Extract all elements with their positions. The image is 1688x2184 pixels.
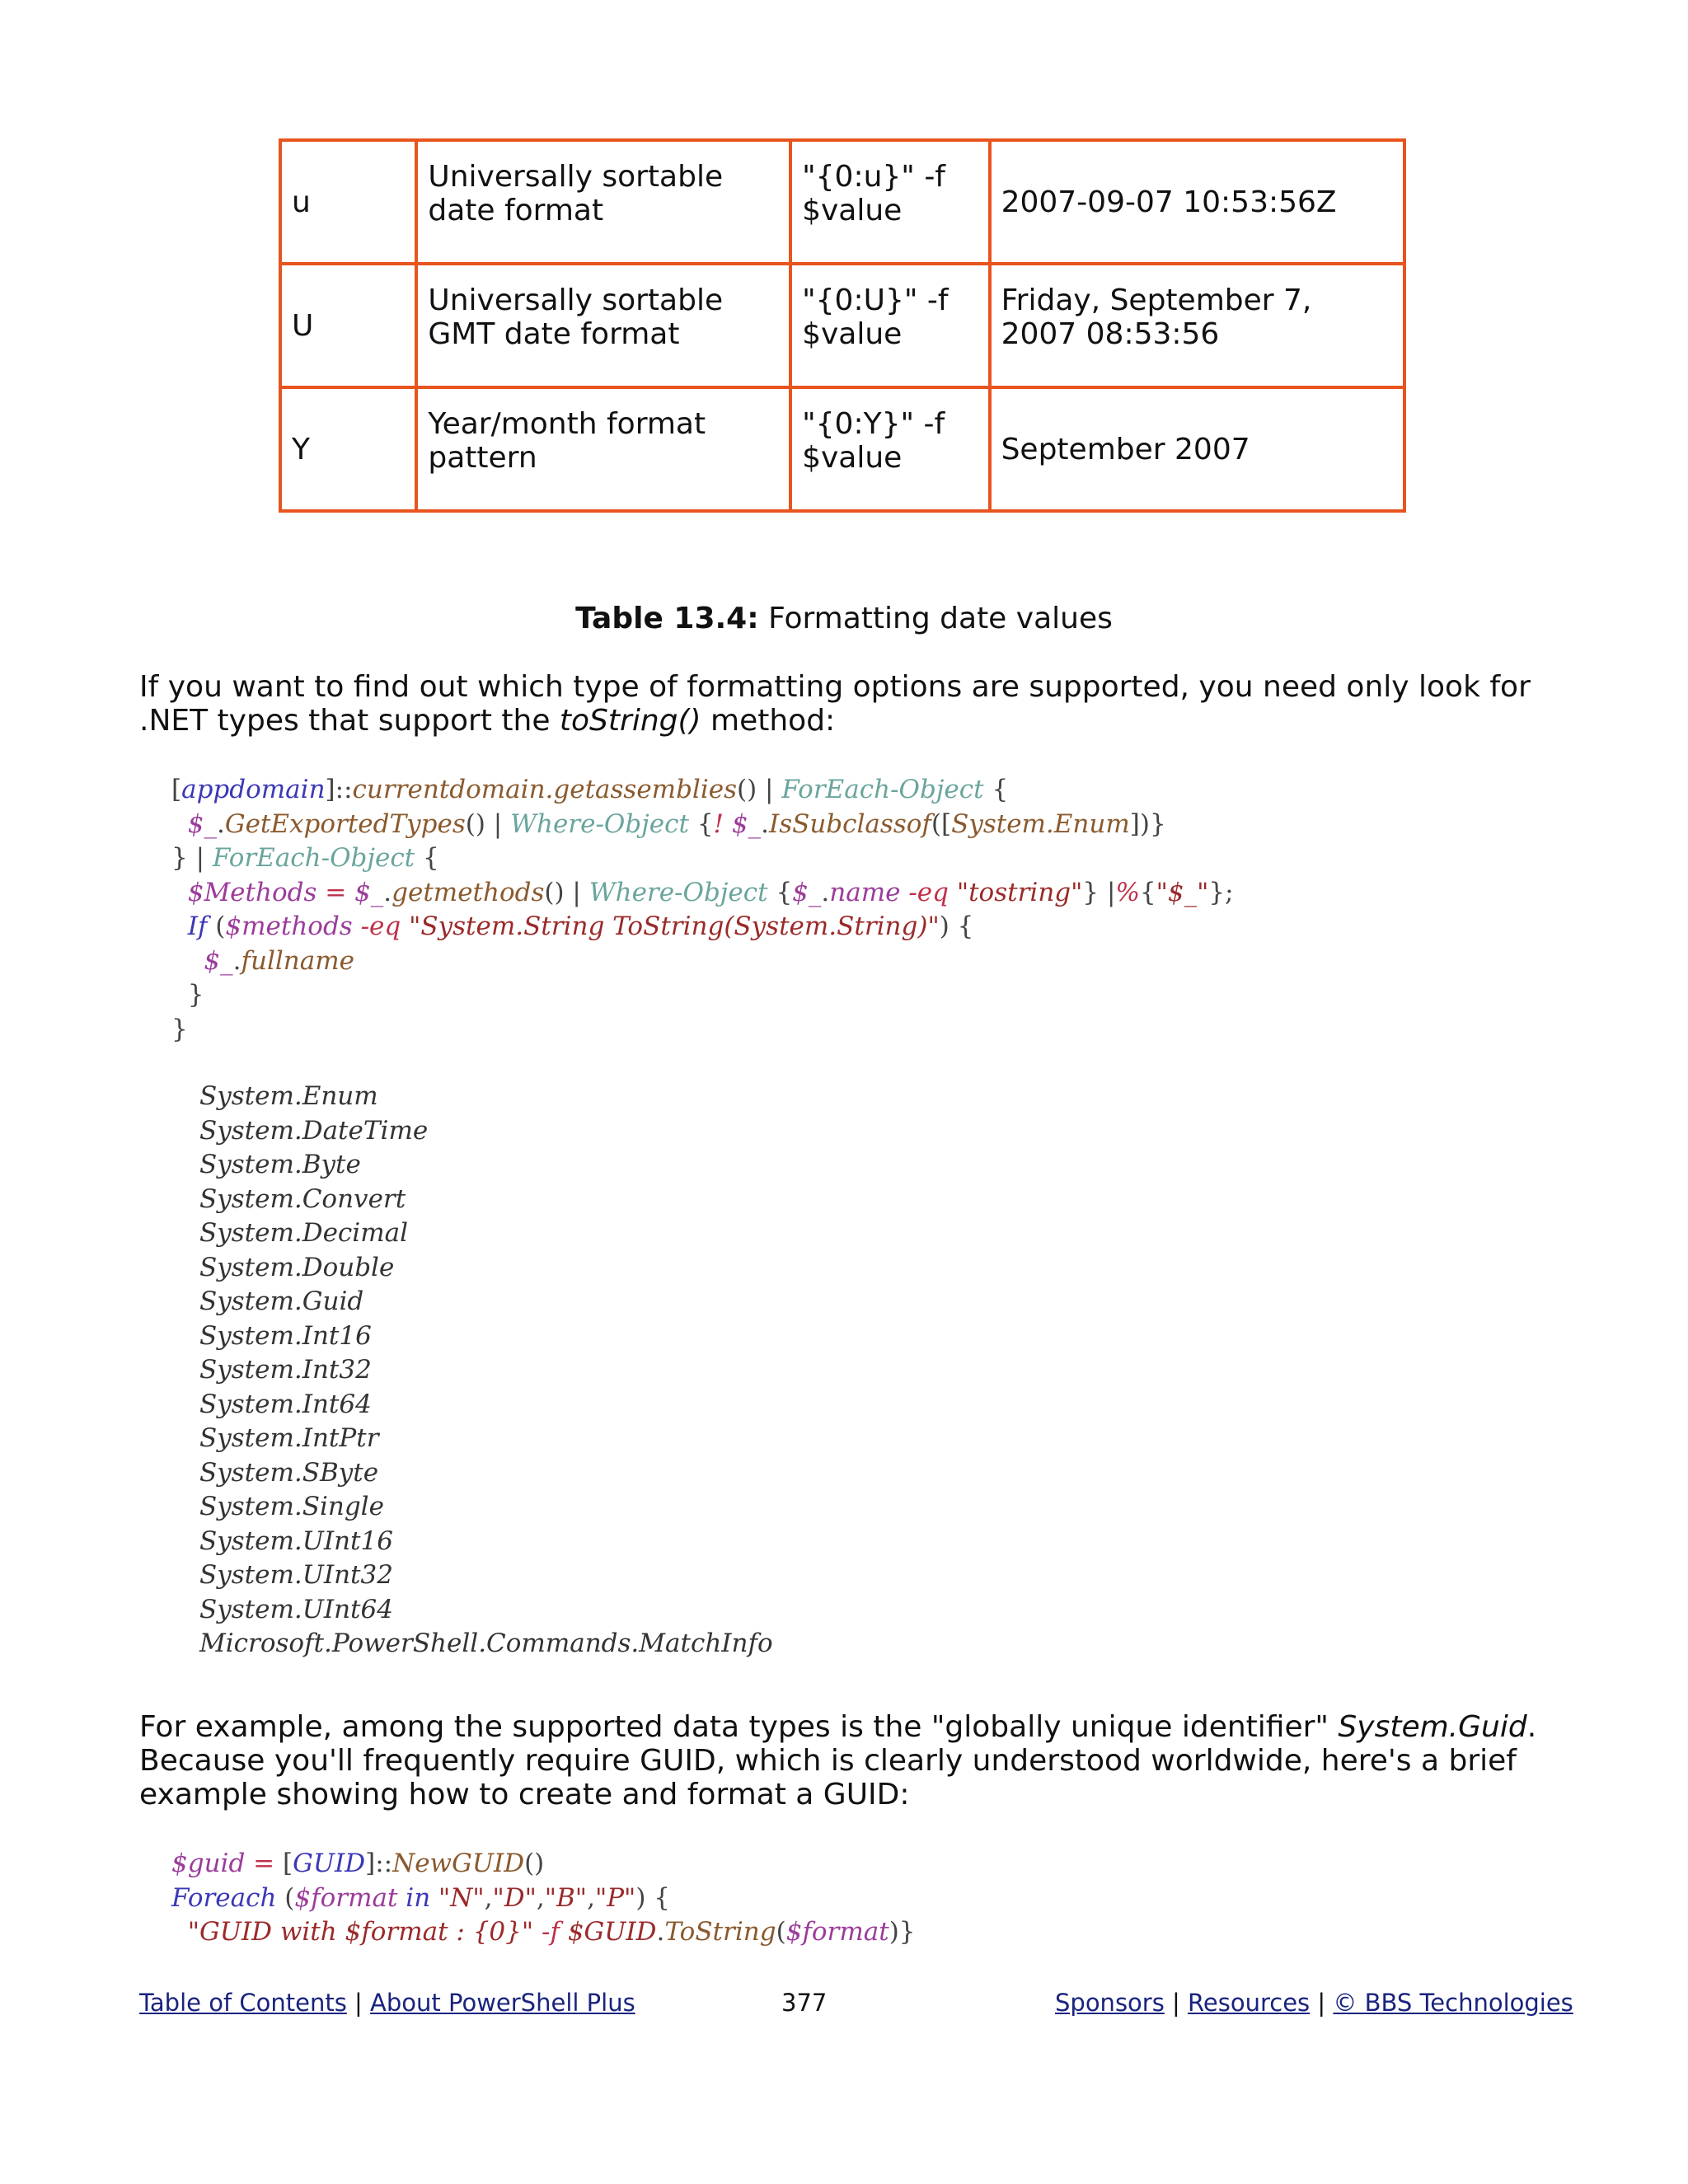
format-example: "{0:u}" -f $value [790,140,989,264]
output-line: System.Int64 [199,1389,372,1419]
code-token: in [397,1882,439,1913]
code-token: "$_" [1156,877,1209,907]
code-line [171,808,1234,842]
code-token: $_ [731,808,762,839]
code-token [171,1917,188,1947]
table-of-contents-link[interactable]: Table of Contents [139,1989,347,2017]
code-token: ( [207,912,226,941]
output-line: Microsoft.PowerShell.Commands.MatchInfo [199,1629,773,1658]
code-token: } | [1082,877,1116,907]
code-token: , [484,1882,493,1913]
output-line: System.UInt64 [199,1594,393,1624]
code-line [171,978,1234,1013]
code-token: appdomain [181,775,326,804]
code-token: )} [889,1917,916,1947]
code-token: IsSubclassof [768,808,931,839]
footer-left: Table of Contents | About PowerShell Plus [139,1989,635,2017]
code-line [171,1013,1234,1047]
format-result: 2007-09-07 10:53:56Z [990,140,1404,264]
code-token: getmethods [392,877,545,907]
code-token: "B" [544,1882,588,1913]
page-number: 377 [781,1989,828,2017]
code-block-assemblies [171,773,1234,1047]
code-token: } | [171,843,213,873]
code-line [171,1882,916,1916]
code-token: $guid [171,1849,246,1878]
code-token: -eq [352,912,410,941]
code-token: "System.String ToString(System.String)" [409,912,940,941]
output-line: System.Int32 [199,1355,372,1385]
code-token: () [524,1849,545,1878]
code-token: "tostring" [956,877,1083,907]
code-line [171,841,1234,876]
table-row [280,140,1404,264]
table-caption [0,602,1688,635]
code-token: Where-Object [510,808,689,839]
output-line: System.UInt16 [199,1526,393,1556]
code-token: = [245,1849,283,1878]
code-token: $_ [354,877,384,907]
code-token: . [656,1917,665,1947]
code-token [171,809,188,839]
output-line: System.Int16 [199,1320,372,1351]
code-token: $_ [204,945,233,976]
code-token: $format [294,1882,398,1913]
output-line: System.Single [199,1492,384,1521]
format-description: Year/month format pattern [416,387,790,511]
output-line: System.Enum [199,1081,378,1111]
code-token: $methods [225,912,353,941]
code-token: () | [544,877,589,907]
format-code: Y [280,387,416,511]
about-powershell-plus-link[interactable]: About PowerShell Plus [370,1989,635,2017]
output-line: System.UInt32 [199,1560,393,1590]
code-token: } [171,980,204,1010]
code-token: -eq [900,877,957,907]
code-token: ])} [1129,808,1166,839]
code-output [199,1080,773,1661]
code-token [171,946,204,976]
output-line: System.SByte [199,1457,379,1488]
code-token: ]:: [325,775,353,804]
code-token: $format [785,1917,889,1947]
code-token: { [415,843,439,873]
code-token: "GUID with $format : {0}" [187,1917,534,1947]
method-name: toString() [559,704,701,738]
code-token: name [829,877,901,907]
code-token: ! [713,808,732,839]
sponsors-link[interactable]: Sponsors [1055,1989,1165,2017]
code-token: If [187,912,208,941]
code-token: "P" [594,1882,636,1913]
format-description: Universally sortable GMT date format [416,264,790,387]
code-token: $_ [187,808,217,839]
output-line: System.Decimal [199,1218,408,1248]
code-token [171,912,188,941]
code-line [171,944,1234,979]
output-line: System.Guid [199,1286,364,1316]
code-token: = [316,877,355,907]
code-token: [ [171,775,182,804]
code-token: $_ [792,877,822,907]
code-token: ]:: [365,1849,393,1878]
code-token: }; [1208,877,1234,907]
table-row [280,264,1404,387]
code-token: "N" [438,1882,485,1913]
code-token: { [1139,877,1156,907]
resources-link[interactable]: Resources [1188,1989,1311,2017]
code-token: () | [737,775,782,804]
paragraph-intro: If you want to find out which type of formatting options are supported, you need only look for .NET types that support the toString() method: [139,670,1531,738]
code-token: fullname [241,945,354,976]
code-token: . [821,877,830,907]
code-token: ForEach-Object [212,843,415,873]
code-token: [ [282,1849,293,1878]
code-token: ([ [931,808,952,839]
format-example: "{0:U}" -f $value [790,264,989,387]
code-token: System.Enum [951,808,1130,839]
code-token: $Methods [187,877,317,907]
footer-right: Sponsors | Resources | © BBS Technologies [1055,1989,1573,2017]
code-token: ( [276,1882,295,1913]
code-line [171,1847,916,1882]
code-token: GetExportedTypes [224,808,466,839]
format-code: u [280,140,416,264]
bbs-technologies-link[interactable]: © BBS Technologies [1333,1989,1573,2017]
code-token: ) { [939,912,974,941]
code-line [171,876,1234,911]
code-token: NewGUID [392,1849,525,1878]
code-token: Foreach [171,1882,277,1913]
code-token: ForEach-Object [781,775,984,804]
output-line: System.DateTime [199,1115,429,1146]
code-token: { [983,775,1009,804]
code-token: $GUID [567,1917,657,1947]
code-token: { [688,808,714,839]
format-example: "{0:Y}" -f $value [790,387,989,511]
format-result: Friday, September 7, 2007 08:53:56 [990,264,1404,387]
format-result: September 2007 [990,387,1404,511]
output-line: System.IntPtr [199,1423,379,1453]
code-token: { [767,877,793,907]
code-token: . [383,877,392,907]
code-token: } [171,1014,188,1044]
code-token: % [1115,877,1140,907]
code-token: currentdomain.getassemblies [352,775,737,804]
code-line [171,910,1234,944]
format-table [279,138,1406,513]
code-token: , [587,1882,595,1913]
code-line [171,773,1234,808]
code-token: . [216,808,225,839]
code-line [171,1915,916,1950]
paragraph-guid: For example, among the supported data types is the "globally unique identifier" System.Guid. Because you'll frequently require GUID, which is clearly understood worldwide, here's a brief example showing how to create and format a GUID: [139,1710,1537,1811]
format-code: U [280,264,416,387]
table-row [280,387,1404,511]
code-token [171,878,188,907]
caption-text: Formatting date values [758,602,1113,635]
output-line: System.Byte [199,1150,361,1179]
code-token: "D" [492,1882,537,1913]
code-token: ( [776,1917,786,1947]
code-token: , [536,1882,545,1913]
caption-label: Table 13.4: [575,602,759,635]
format-description: Universally sortable date format [416,140,790,264]
code-token: GUID [293,1849,366,1878]
code-token: . [232,945,241,976]
guid-type-name: System.Guid [1338,1710,1527,1744]
code-token: () | [465,808,511,839]
code-token: -f [533,1917,568,1947]
output-line: System.Double [199,1252,395,1282]
code-token: Where-Object [588,877,768,907]
code-token: . [761,808,769,839]
code-token: ToString [664,1917,776,1947]
code-block-guid [171,1847,916,1950]
code-token: ) { [635,1882,670,1913]
output-line: System.Convert [199,1183,406,1214]
